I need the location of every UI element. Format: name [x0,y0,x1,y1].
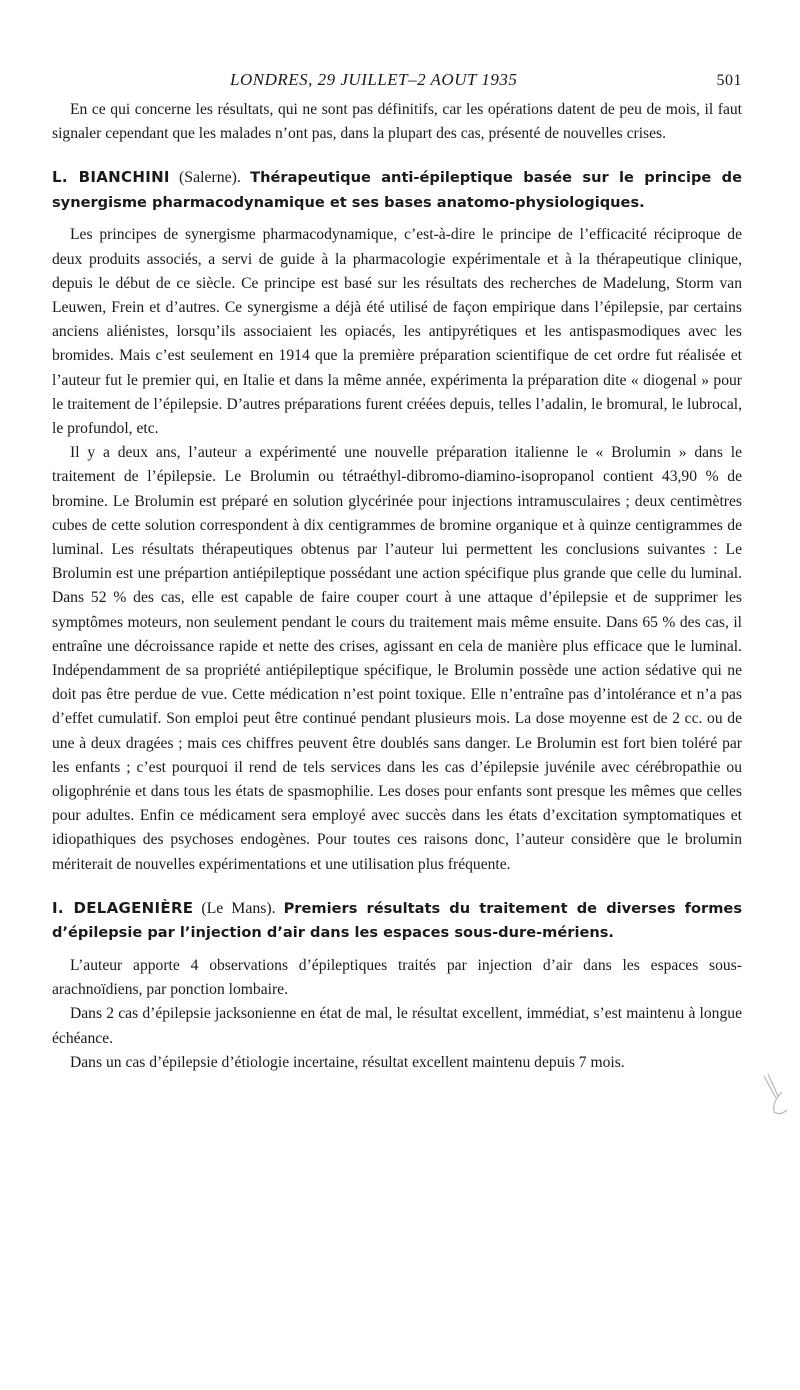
page [52,70,742,1075]
page-number: 501 [716,72,742,89]
entry-city: (Le Mans). [201,899,276,917]
body-paragraph: L’auteur apporte 4 observations d’épileptiques traités par injection d’air dans les espaces sous-arachnoïdiens, par ponction lombaire. [52,956,742,999]
body-paragraph: Il y a deux ans, l’auteur a expérimenté une nouvelle préparation italienne le « Brolumin » dans le traitement de l’épilepsie. Le Brolumin ou tétraéthyl-dibromo-diamino-isopropanol contient 43,90 % de bromine. Le Brolumin est préparé en solution glycérinée pour injections intramusculaires ; deux centimètres cubes de cette solution correspondent à dix centigrammes de bromine organique et à quinze centigrammes de luminal. Les résultats thérapeutiques obtenus par l’auteur lui permettent les conclusions suivantes : Le Brolumin est une prépartion antiépileptique possédant une action spécifique plus grande que celle du luminal. Dans 52 % des cas, elle est capable de faire couper court à une attaque d’épilepsie et de supprimer les symptômes moteurs, non seulement pendant le cours du traitement mais même ensuite. Dans 65 % des cas, il entraîne une décroissance rapide et nette des crises, agissant en cela de manière plus efficace que le luminal. Indépendamment de sa propriété antiépileptique spécifique, le Brolumin possède une action sédative qui ne doit pas être perdue de vue. Cette médication n’est point toxique. Elle n’entraîne pas d’intolérance et n’a pas d’effet cumulatif. Son emploi peut être continué pendant plusieurs mois. La dose moyenne est de 2 cc. ou de une à deux dragées ; mais ces chiffres peuvent être doublés sans danger. Le Brolumin est fort bien toléré par les enfants ; c’est pourquoi il rend de tels services dans les cas d’épilepsie juvénile avec cérébropathie ou oligophrénie et dans tous les états de spasmophilie. Les doses pour enfants sont presque les mêmes que celles pour adultes. Enfin ce médicament sera employé avec succès dans les états d’excitation symptomatiques et idiopathiques des psychoses endogènes. Pour toutes ces raisons donc, l’auteur considère que le brolumin mériterait de nouvelles expérimentations et une utilisation plus fréquente. [52,444,742,873]
running-head [52,70,742,90]
entry-heading [52,165,742,215]
entry-heading [52,896,742,946]
entry-city: (Salerne). [179,169,241,187]
body-paragraph: Dans un cas d’épilepsie d’étiologie incertaine, résultat excellent maintenu depuis 7 mois. [70,1053,625,1071]
entry-author: I. DELAGENIÈRE [52,898,194,917]
entry-bianchini [52,165,742,876]
intro-paragraph: En ce qui concerne les résultats, qui ne sont pas définitifs, car les opérations datent de peu de mois, il faut signaler cependant que les malades n’ont pas, dans la plupart des cas, présenté de nouvelles crises. [52,101,742,143]
body-paragraph: Les principes de synergisme pharmacodynamique, c’est-à-dire le principe de l’efficacité réciproque de deux produits associés, a servi de guide à la pharmacologie expérimentale et à la thérapeutique clinique, depuis le début de ce siècle. Ce principe est basé sur les résultats des recherches de Madelung, Storm van Leuwen, Frein et d’autres. Ce synergisme a déjà été utilisé de façon empirique dans l’épilepsie, par certains anciens aliénistes, lorsqu’ils associaient les opiacés, les antipyrétiques et les antispasmodiques avec les bromides. Mais c’est seulement en 1914 que la première préparation scientifique de cet ordre fut réalisée et l’auteur fut le premier qui, en Italie et dans la même année, expérimenta la préparation dite « diogenal » pour le traitement de l’épilepsie. D’autres préparations furent créées depuis, telles l’adalin, le bromural, le lubrocal, le profundol, etc. [52,226,742,438]
entry-author: L. BIANCHINI [52,168,170,187]
pencil-margin-mark [760,1072,790,1116]
entry-delageniere [52,896,742,1075]
running-head-title: LONDRES, 29 JUILLET–2 AOUT 1935 [230,70,518,89]
entry-title: Premiers résultats du traitement de diverses formes d’épilepsie par l’injection d’air dans les espaces sous-dure-mériens. [52,899,743,942]
body-paragraph: Dans 2 cas d’épilepsie jacksonienne en état de mal, le résultat excellent, immédiat, s’est maintenu à longue échéance. [52,1005,742,1047]
entry-title: Thérapeutique anti-épileptique basée sur le principe de synergisme pharmacodynamique et ses bases anatomo-physiologiques. [52,169,742,211]
